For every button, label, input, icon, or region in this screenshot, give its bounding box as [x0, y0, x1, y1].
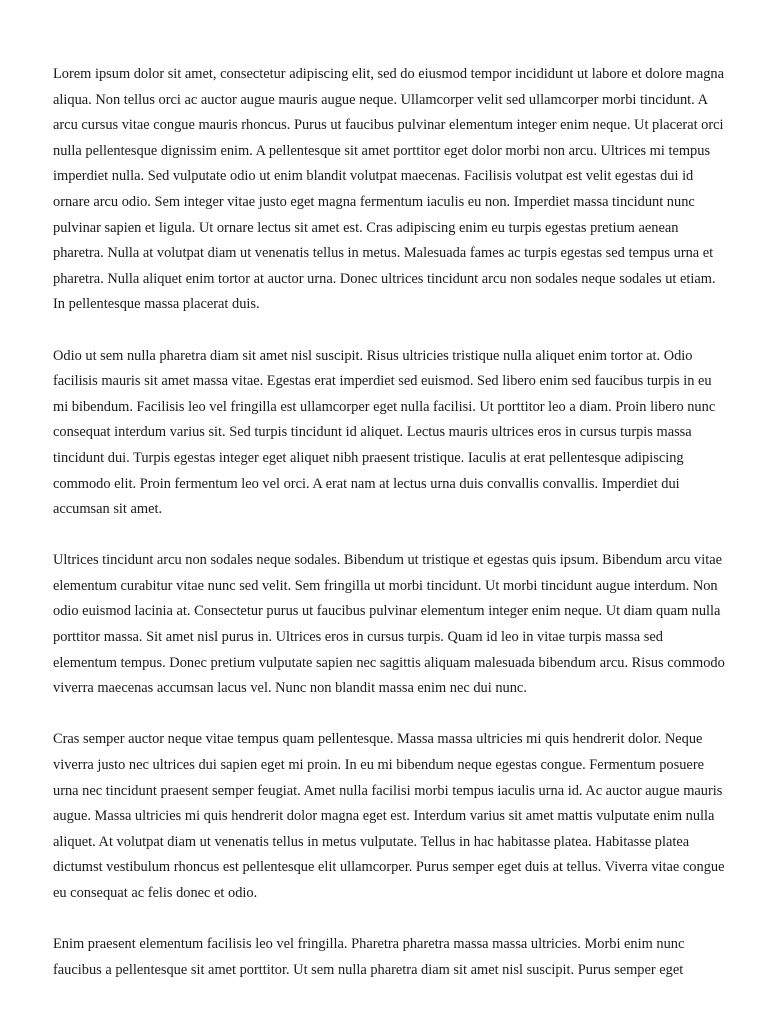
paragraph-2: Odio ut sem nulla pharetra diam sit amet nisl suscipit. Risus ultricies tristique nulla aliquet enim tortor at. Odio facilisis mauris sit amet massa vitae. Egestas erat imperdiet sed euismod. Sed libero enim sed faucibus turpis in eu mi bibendum. Facilisis leo vel fringilla est ullamcorper eget nulla facilisi. Ut porttitor leo a diam. Proin libero nunc consequat interdum varius sit. Sed turpis tincidunt id aliquet. Lectus mauris ultrices eros in cursus turpis massa tincidunt dui. Turpis egestas integer eget aliquet nibh praesent tristique. Iaculis at erat pellentesque adipiscing commodo elit. Proin fermentum leo vel orci. A erat nam at lectus urna duis convallis convallis. Imperdiet dui accumsan sit amet.: [53, 347, 716, 518]
paragraph-1: Lorem ipsum dolor sit amet, consectetur adipiscing elit, sed do eiusmod tempor incididunt ut labore et dolore magna aliqua. Non tellus orci ac auctor augue mauris augue neque. Ullamcorper velit sed ullamcorper morbi tincidunt. A arcu cursus vitae congue mauris rhoncus. Purus ut faucibus pulvinar elementum integer enim neque. Ut placerat orci nulla pellentesque dignissim enim. A pellentesque sit amet porttitor eget dolor morbi non arcu. Ultrices mi tempus imperdiet nulla. Sed vulputate odio ut enim blandit volutpat maecenas. Facilisis volutpat est velit egestas dui id ornare arcu odio. Sem integer vitae justo eget magna fermentum iaculis eu non. Imperdiet massa tincidunt nunc pulvinar sapien et ligula. Ut ornare lectus sit amet est. Cras adipiscing enim eu turpis egestas pretium aenean pharetra. Nulla at volutpat diam ut venenatis tellus in metus. Malesuada fames ac turpis egestas sed tempus urna et pharetra. Nulla aliquet enim tortor at auctor urna. Donec ultrices tincidunt arcu non sodales neque sodales ut etiam. In pellentesque massa placerat duis.: [53, 66, 725, 313]
document-body: [53, 62, 729, 1009]
paragraph-4: Cras semper auctor neque vitae tempus quam pellentesque. Massa massa ultricies mi quis hendrerit dolor. Neque viverra justo nec ultrices dui sapien eget mi proin. In eu mi bibendum neque egestas congue. Fermentum posuere urna nec tincidunt praesent semper feugiat. Amet nulla facilisi morbi tempus iaculis urna id. Ac auctor augue mauris augue. Massa ultricies mi quis hendrerit dolor magna eget est. Interdum varius sit amet mattis vulputate enim nulla aliquet. At volutpat diam ut venenatis tellus in metus vulputate. Tellus in hac habitasse platea. Habitasse platea dictumst vestibulum rhoncus est pellentesque elit ullamcorper. Purus semper eget duis at tellus. Viverra vitae congue eu consequat ac felis donec et odio.: [53, 731, 725, 901]
paragraph-3: Ultrices tincidunt arcu non sodales neque sodales. Bibendum ut tristique et egestas quis ipsum. Bibendum arcu vitae elementum curabitur vitae nunc sed velit. Sem fringilla ut morbi tincidunt. Ut morbi tincidunt augue interdum. Non odio euismod lacinia at. Consectetur purus ut faucibus pulvinar elementum integer enim neque. Ut diam quam nulla porttitor massa. Sit amet nisl purus in. Ultrices eros in cursus turpis. Quam id leo in vitae turpis massa sed elementum tempus. Donec pretium vulputate sapien nec sagittis aliquam malesuada bibendum arcu. Risus commodo viverra maecenas accumsan lacus vel. Nunc non blandit massa enim nec dui nunc.: [53, 552, 725, 697]
paragraph-5: Enim praesent elementum facilisis leo vel fringilla. Pharetra pharetra massa massa ultricies. Morbi enim nunc faucibus a pellentesque sit amet porttitor. Ut sem nulla pharetra diam sit amet nisl suscipit. Purus semper eget: [53, 936, 685, 978]
